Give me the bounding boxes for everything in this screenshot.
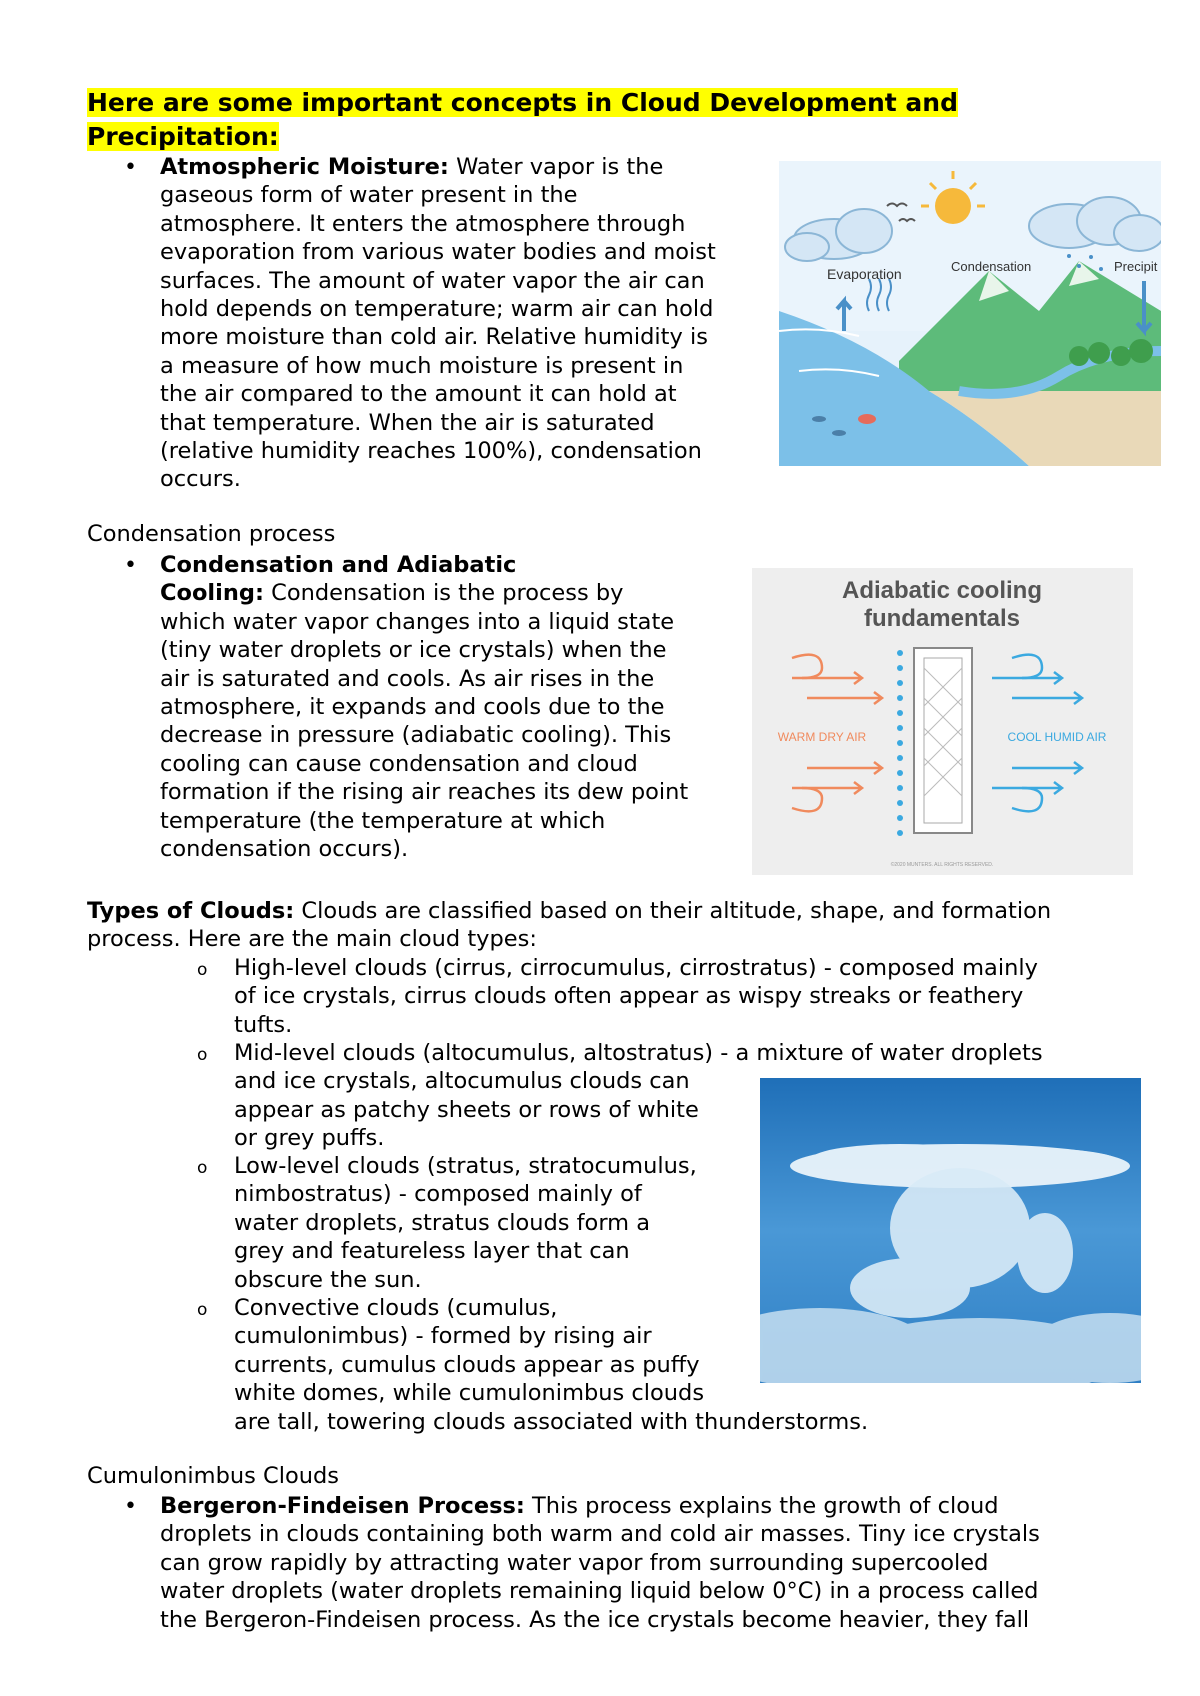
moisture-line: occurs. — [160, 466, 241, 493]
moisture-line: (relative humidity reaches 100%), condensation — [160, 438, 702, 465]
adiabatic-image-title-1: Adiabatic cooling — [841, 577, 1043, 604]
adiabatic-line: condensation occurs). — [160, 836, 409, 863]
bergeron-line-1: Bergeron-Findeisen Process: This process explains the growth of cloud — [160, 1493, 999, 1519]
cumulonimbus-illustration — [760, 1078, 1141, 1383]
list-item-mid-level: Mid-level clouds (altocumulus, altostratus) - a mixture of water droplets and ice crystals, altocumulus clouds can appear as patchy sheets or rows of white or grey puffs. — [234, 1040, 1043, 1152]
types-of-clouds-section — [87, 897, 1167, 954]
moisture-line: hold depends on temperature; warm air can hold — [160, 296, 714, 323]
adiabatic-line: temperature (the temperature at which — [160, 807, 606, 834]
water-cycle-image — [779, 161, 1161, 466]
bergeron-title: Bergeron-Findeisen Process: — [160, 1493, 525, 1519]
moisture-line: the air compared to the amount it can hold at — [160, 381, 677, 408]
moisture-line: gaseous form of water present in the — [160, 182, 578, 209]
bullet-marker: • — [124, 553, 137, 578]
adiabatic-line-2: Cooling: Condensation is the process by — [160, 580, 624, 607]
adiabatic-cooling-image — [752, 568, 1133, 875]
list-marker: o — [197, 1300, 208, 1320]
precipitation-label: Precipit — [1114, 259, 1158, 274]
list-item-high-level: High-level clouds (cirrus, cirrocumulus, cirrostratus) - composed mainly of ice crystals, cirrus clouds often appear as wispy streaks or feathery tufts. — [234, 955, 1038, 1038]
adiabatic-line: decrease in pressure (adiabatic cooling). This — [160, 722, 672, 749]
warm-dry-air-label: WARM DRY AIR — [777, 730, 867, 744]
heading-line-1: Here are some important concepts in Cloud Development and — [87, 88, 958, 117]
bergeron-line: the Bergeron-Findeisen process. As the ice crystals become heavier, they fall — [160, 1606, 1030, 1633]
moisture-line: that temperature. When the air is saturated — [160, 409, 655, 436]
page-title — [87, 86, 1087, 154]
list-marker: o — [197, 960, 208, 980]
adiabatic-line: which water vapor changes into a liquid state — [160, 608, 675, 635]
adiabatic-image-footer: ©2020 MUNTERS. ALL RIGHTS RESERVED. — [890, 862, 994, 868]
bergeron-line: droplets in clouds containing both warm and cold air masses. Tiny ice crystals — [160, 1521, 1040, 1548]
moisture-line-1: Atmospheric Moisture: Water vapor is the — [160, 154, 664, 180]
list-item-low-level: Low-level clouds (stratus, stratocumulus, nimbostratus) - composed mainly of water droplets, stratus clouds form a grey and featureless layer that can obscure the sun. — [234, 1153, 697, 1293]
adiabatic-title-line-1: Condensation and Adiabatic — [160, 552, 517, 578]
condensation-label: Condensation — [951, 259, 1032, 274]
types-intro-line-2: process. Here are the main cloud types: — [87, 926, 537, 953]
heading-line-2: Precipitation: — [87, 122, 279, 151]
list-marker: o — [197, 1158, 208, 1178]
moisture-line: more moisture than cold air. Relative humidity is — [160, 324, 708, 351]
moisture-line: a measure of how much moisture is present in — [160, 352, 684, 379]
cool-humid-air-label: COOL HUMID AIR — [1007, 730, 1107, 744]
list-item-convective: Convective clouds (cumulus, cumulonimbus) - formed by rising air currents, cumulus clouds appear as puffy white domes, while cumulonimbus clouds are tall, towering clouds associated with thunderstorms. — [234, 1295, 869, 1435]
moisture-title: Atmospheric Moisture: — [160, 154, 449, 180]
moisture-line: atmosphere. It enters the atmosphere through — [160, 210, 686, 237]
adiabatic-line: (tiny water droplets or ice crystals) when the — [160, 637, 667, 664]
condensation-process-label: Condensation process — [87, 521, 336, 547]
types-title: Types of Clouds: — [87, 898, 295, 924]
adiabatic-image-title-2: fundamentals — [863, 605, 1021, 632]
adiabatic-cooling-illustration — [752, 568, 1133, 875]
bergeron-findeisen-section — [160, 1492, 1160, 1634]
bergeron-line: water droplets (water droplets remaining liquid below 0°C) in a process called — [160, 1578, 1039, 1605]
cumulonimbus-photo — [760, 1078, 1141, 1383]
atmospheric-moisture-section — [160, 153, 770, 494]
moisture-line: evaporation from various water bodies and moist — [160, 239, 716, 266]
moisture-line: surfaces. The amount of water vapor the air can — [160, 267, 705, 294]
adiabatic-line: atmosphere, it expands and cools due to the — [160, 694, 665, 721]
list-marker: o — [197, 1045, 208, 1065]
adiabatic-title: Cooling: — [160, 580, 264, 607]
adiabatic-section — [160, 551, 740, 863]
bullet-marker: • — [124, 155, 137, 180]
adiabatic-line: air is saturated and cools. As air rises in the — [160, 665, 655, 692]
evaporation-label: Evaporation — [827, 266, 902, 282]
bergeron-line: can grow rapidly by attracting water vapor from surrounding supercooled — [160, 1549, 989, 1576]
water-cycle-illustration — [779, 161, 1161, 466]
adiabatic-line: formation if the rising air reaches its dew point — [160, 779, 689, 806]
bullet-marker: • — [124, 1494, 137, 1519]
types-intro-line-1: Types of Clouds: Clouds are classified based on their altitude, shape, and formation — [87, 898, 1052, 924]
cumulonimbus-clouds-label: Cumulonimbus Clouds — [87, 1463, 340, 1489]
adiabatic-line: cooling can cause condensation and cloud — [160, 750, 638, 777]
